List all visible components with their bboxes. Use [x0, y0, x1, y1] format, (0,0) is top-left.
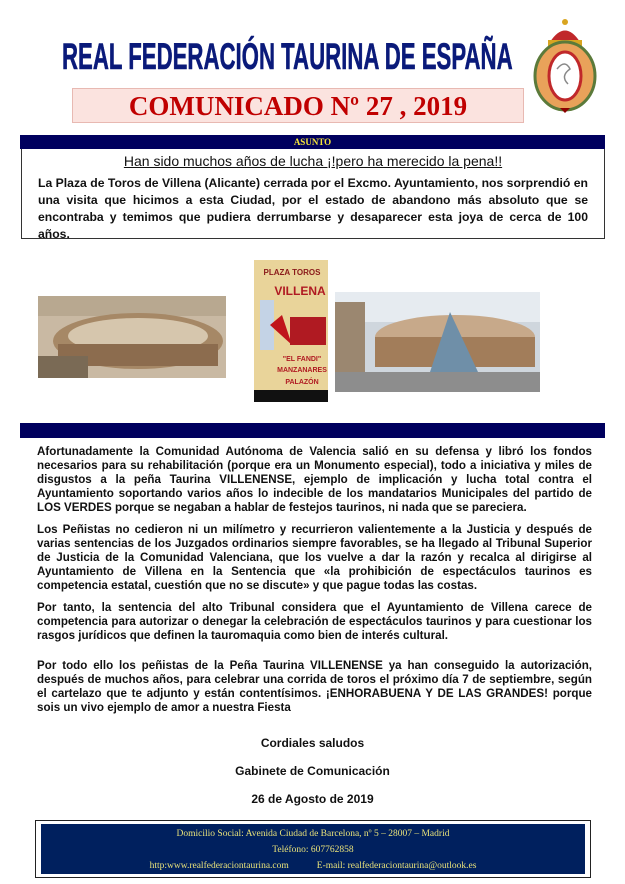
- poster-line-palazon: PALAZÓN: [285, 379, 319, 386]
- poster-line-manzanares: MANZANARES: [277, 367, 327, 374]
- footer-phone: Teléfono: 607762858: [272, 845, 354, 855]
- body-text: [37, 445, 592, 723]
- federation-crest-logo: [530, 14, 600, 114]
- footer-address: Domicilio Social: Avenida Ciudad de Barcelona, nº 5 – 28007 – Madrid: [176, 829, 450, 839]
- body-paragraph: Por todo ello los peñistas de la Peña Taurina VILLENENSE ya han conseguido la autorización, después de muchos años, para celebrar una corrida de toros el próximo día 7 de septiembre, según el cartelazo que te adjunto y están contentísimos. ¡ENHORABUENA Y DE LAS GRANDES! porque sois un vivo ejemplo de amor a nuestra Fiesta: [37, 659, 592, 714]
- poster-line-fandi: "EL FANDI": [282, 356, 322, 363]
- closing-greeting: Cordiales saludos: [260, 736, 365, 750]
- headline: Han sido muchos años de lucha ¡!pero ha merecido la pena!!: [123, 153, 503, 169]
- communique-number: COMUNICADO Nº 27 , 2019: [72, 88, 524, 123]
- footer-contact-box: [35, 820, 591, 878]
- signature: Gabinete de Comunicación: [235, 764, 390, 778]
- footer-email-link[interactable]: E-mail: realfederaciontaurina@outlook.es: [316, 861, 477, 871]
- footer-website-link[interactable]: http:www.realfederaciontaurina.com: [149, 861, 289, 871]
- section-divider-bar: [20, 423, 605, 438]
- subject-box: [21, 149, 605, 239]
- bullring-old-photo: [38, 296, 226, 378]
- bullfight-poster-image: [252, 245, 330, 405]
- subject-bar: ASUNTO: [20, 135, 605, 149]
- organization-title: REAL FEDERACIÓN TAURINA DE ESPAÑA: [62, 36, 513, 77]
- bullring-restored-photo: [335, 292, 540, 392]
- intro-paragraph: La Plaza de Toros de Villena (Alicante) cerrada por el Excmo. Ayuntamiento, nos sorprendió en una visita que hicimos a esta Ciudad, por el estado de abandono más absoluto que se encontraba y temimos que pudiera derrumbarse y desaparecer esta joya de cerca de 100 años.: [38, 176, 588, 241]
- poster-line-villena: VILLENA: [274, 284, 326, 298]
- poster-line-plaza: PLAZA TOROS: [263, 268, 321, 277]
- body-paragraph: Por tanto, la sentencia del alto Tribunal considera que el Ayuntamiento de Villena carece de competencia para autorizar o denegar la celebración de espectáculos taurinos y para cuestionar los rasgos jurídicos que definen la tauromaquia como bien de interés cultural.: [37, 601, 592, 642]
- body-paragraph: Afortunadamente la Comunidad Autónoma de Valencia salió en su defensa y libró los fondos necesarios para su rehabilitación (porque era un Monumento especial), todo a iniciativa y miles de disgustos a la peña Taurina VILLENENSE, ejemplo de implicación y lucha total contra el Ayuntamiento soportando varios años lo indecible de los mandatarios Municipales del partido de LOS VERDES porque se negaban a hablar de festejos taurinos, ni nada que se pareciera.: [37, 445, 592, 514]
- body-paragraph: Los Peñistas no cedieron ni un milímetro y recurrieron valientemente a la Justicia y después de varias sentencias de los Juzgados ordinarios siempre favorables, se ha llegado al Tribunal Superior de Justicia de la Comunidad Valenciana, que los vuelve a dar la razón y recalca al dirigirse al Ayuntamiento de Villena en la Sentencia que «la prohibición de espectáculos taurinos es competencia estatal, cuestión que no se discute» y que pague todas las costas.: [37, 523, 592, 592]
- document-date: 26 de Agosto de 2019: [251, 792, 374, 806]
